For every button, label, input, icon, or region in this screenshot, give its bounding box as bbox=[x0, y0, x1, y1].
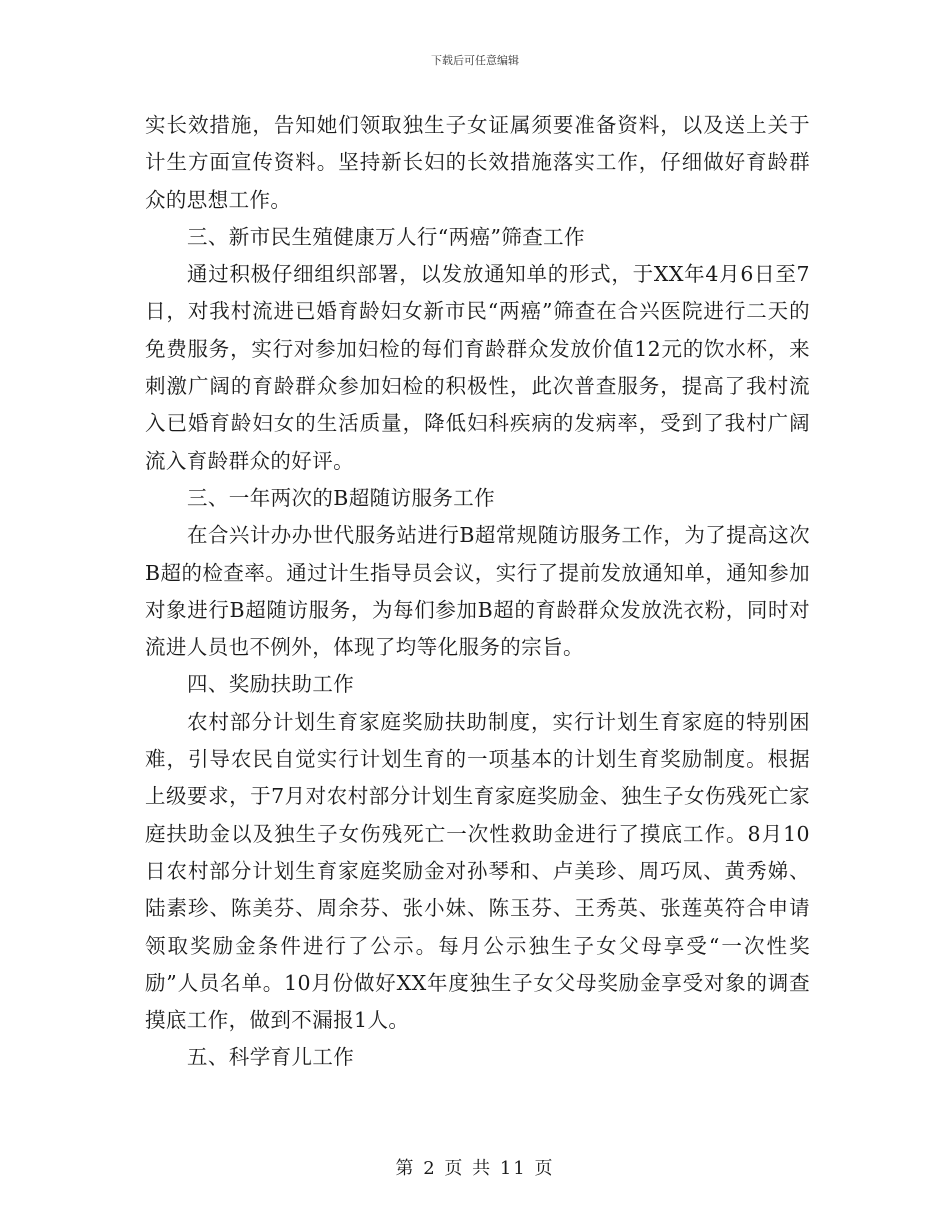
paragraph-b-ultrasound: 在合兴计办办世代服务站进行B超常规随访服务工作，为了提高这次B超的检查率。通过计生指导员会议，实行了提前发放通知单，通知参加对象进行B超随访服务，为每们参加B超的育龄群众发放洗衣粉，同时对流进人员也不例外，体现了均等化服务的宗旨。 bbox=[145, 523, 810, 660]
document-body bbox=[145, 107, 810, 1077]
paragraph-reward-support: 农村部分计划生育家庭奖励扶助制度，实行计划生育家庭的特别困难，引导农民自觉实行计划生育的一项基本的计划生育奖励制度。根据上级要求，于7月对农村部分计划生育家庭奖励金、独生子女伤残死亡家庭扶助金以及独生子女伤残死亡一次性救助金进行了摸底工作。8月10日农村部分计划生育家庭奖励金对孙琴和、卢美珍、周巧凤、黄秀娣、陆素珍、陈美芬、周余芬、张小妹、陈玉芬、王秀英、张莲英符合申请领取奖励金条件进行了公示。每月公示独生子女父母享受“一次性奖励”人员名单。10月份做好XX年度独生子女父母奖励金享受对象的调查摸底工作，做到不漏报1人。 bbox=[145, 709, 810, 1033]
section-heading-reward-support: 四、奖励扶助工作 bbox=[187, 672, 355, 697]
page-footer: 第 2 页 共 11 页 bbox=[395, 1158, 555, 1179]
section-heading-b-ultrasound: 三、一年两次的B超随访服务工作 bbox=[187, 485, 496, 510]
page-header: 下载后可任意编辑 bbox=[431, 54, 519, 67]
paragraph-continuation: 实长效措施，告知她们领取独生子女证属须要准备资料，以及送上关于计生方面宣传资料。坚持新长妇的长效措施落实工作，仔细做好育龄群众的思想工作。 bbox=[145, 113, 810, 212]
section-heading-parenting: 五、科学育儿工作 bbox=[187, 1045, 355, 1070]
paragraph-cancer-screening: 通过积极仔细组织部署，以发放通知单的形式，于XX年4月6日至7日，对我村流进已婚育龄妇女新市民“两癌”筛查在合兴医院进行二天的免费服务，实行对参加妇检的每们育龄群众发放价值12元的饮水杯，来刺激广阔的育龄群众参加妇检的积极性，此次普查服务，提高了我村流入已婚育龄妇女的生活质量，降低妇科疾病的发病率，受到了我村广阔流入育龄群众的好评。 bbox=[145, 262, 810, 473]
section-heading-cancer-screening: 三、新市民生殖健康万人行“两癌”筛查工作 bbox=[187, 224, 585, 249]
